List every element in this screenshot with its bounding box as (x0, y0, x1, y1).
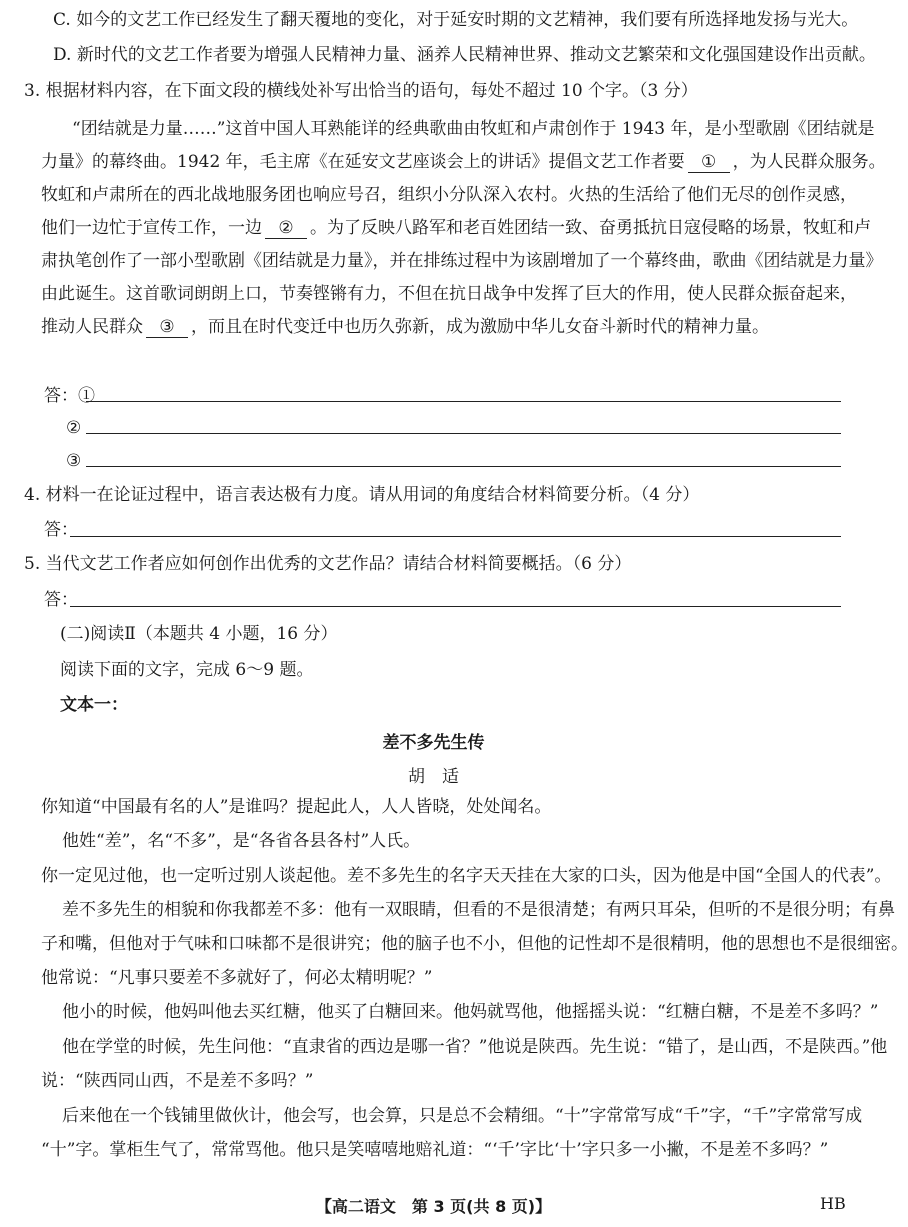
option-c: C. 如今的文艺工作已经发生了翻天覆地的变化，对于延安时期的文艺精神，我们要有所选择地发扬与光大。 (53, 10, 859, 30)
answer-mark-2: ② (66, 418, 82, 438)
article-paragraph: 你知道“中国最有名的人”是谁吗？提起此人，人人皆晓，处处闻名。 (41, 797, 552, 817)
answer-mark-3: ③ (66, 451, 82, 471)
fill-blank-1: ① (688, 152, 730, 173)
article-paragraph: 子和嘴，但他对于气味和口味都不是很讲究；他的脑子也不小，但他的记性却不是很精明，他的思想也不是很细密。 (41, 934, 908, 954)
q4-answer-row (44, 518, 78, 542)
reading-instruction: 阅读下面的文字，完成 6～9 题。 (60, 660, 314, 680)
paper-code: HB (820, 1194, 846, 1213)
article-title: 差不多先生传 (382, 733, 485, 753)
answer-line-3[interactable] (86, 466, 841, 467)
answer-mark-1: ① (78, 386, 95, 406)
q3-passage-line: 肃执笔创作了一部小型歌剧《团结就是力量》，并在排练过程中为该剧增加了一个幕终曲，歌曲《团结就是力量》 (41, 251, 883, 271)
q3-passage-line: 由此诞生。这首歌词朗朗上口，节奏铿锵有力，不但在抗日战争中发挥了巨大的作用，使人民群众振奋起来， (41, 284, 857, 304)
q3-text: 。为了反映八路军和老百姓团结一致、奋勇抵抗日寇侵略的场景，牧虹和卢 (310, 218, 871, 238)
article-paragraph: “十”字。掌柜生气了，常常骂他。他只是笑嘻嘻地赔礼道：“‘千’字比‘十’字只多一小撇，不是差不多吗？” (41, 1140, 829, 1160)
q3-passage-line (41, 315, 769, 339)
answer-line-1[interactable] (86, 401, 841, 402)
fill-blank-3: ③ (146, 317, 188, 338)
q4-answer-line[interactable] (70, 536, 841, 537)
q3-text: 他们一边忙于宣传工作，一边 (41, 218, 262, 238)
answer-line-2[interactable] (86, 433, 841, 434)
q3-passage-line (41, 150, 886, 174)
article-paragraph: 他常说：“凡事只要差不多就好了，何必太精明呢？” (41, 968, 433, 988)
article-paragraph: 说：“陕西同山西，不是差不多吗？” (41, 1071, 314, 1091)
text-one-label: 文本一： (60, 695, 128, 715)
q3-text: 推动人民群众 (41, 317, 143, 337)
fill-blank-2: ② (265, 218, 307, 239)
q3-passage-line (41, 216, 871, 240)
answer-row-1 (44, 384, 95, 408)
answer-row-3 (66, 449, 81, 473)
article-paragraph: 他姓“差”，名“不多”，是“各省各县各村”人氏。 (62, 831, 421, 851)
article-paragraph: 他小的时候，他妈叫他去买红糖，他买了白糖回来。他妈就骂他，他摇摇头说：“红糖白糖，不是差不多吗？” (62, 1002, 879, 1022)
q5-answer-line[interactable] (70, 606, 841, 607)
article-paragraph: 后来他在一个钱铺里做伙计，他会写，也会算，只是总不会精细。“十”字常常写成“千”字，“千”字常常写成 (62, 1106, 863, 1126)
question-4-prompt: 4. 材料一在论证过程中，语言表达极有力度。请从用词的角度结合材料简要分析。（4 分） (24, 485, 700, 505)
q3-passage-line: 牧虹和卢肃所在的西北战地服务团也响应号召，组织小分队深入农村。火热的生活给了他们无尽的创作灵感， (41, 185, 857, 205)
reading-section-heading: (二)阅读Ⅱ（本题共 4 小题，16 分） (60, 624, 338, 644)
question-3-prompt: 3. 根据材料内容，在下面文段的横线处补写出恰当的语句，每处不超过 10 个字。（3 分） (24, 81, 698, 101)
question-5-prompt: 5. 当代文艺工作者应如何创作出优秀的文艺作品？请结合材料简要概括。（6 分） (24, 554, 632, 574)
q3-text: ，而且在时代变迁中也历久弥新，成为激励中华儿女奋斗新时代的精神力量。 (191, 317, 769, 337)
option-d: D. 新时代的文艺工作者要为增强人民精神力量、涵养人民精神世界、推动文艺繁荣和文化强国建设作出贡献。 (53, 45, 876, 65)
q3-passage-line: “团结就是力量……”这首中国人耳熟能详的经典歌曲由牧虹和卢肃创作于 1943 年，是小型歌剧《团结就是 (72, 119, 875, 139)
article-paragraph: 你一定见过他，也一定听过别人谈起他。差不多先生的名字天天挂在大家的口头，因为他是中国“全国人的代表”。 (41, 866, 892, 886)
q5-answer-row (44, 588, 78, 612)
q3-text: ，为人民群众服务。 (732, 152, 886, 172)
answer-label: 答： (44, 386, 78, 406)
q3-text: 力量》的幕终曲。1942 年，毛主席《在延安文艺座谈会上的讲话》提倡文艺工作者要 (41, 152, 685, 172)
article-paragraph: 差不多先生的相貌和你我都差不多：他有一双眼睛，但看的不是很清楚；有两只耳朵，但听的不是很分明；有鼻 (62, 900, 895, 920)
page-footer: 【高二语文 第 3 页(共 8 页)】 (315, 1197, 552, 1216)
answer-label: 答： (44, 590, 78, 610)
answer-label: 答： (44, 520, 78, 540)
answer-row-2 (66, 416, 81, 440)
article-paragraph: 他在学堂的时候，先生问他：“直隶省的西边是哪一省？”他说是陕西。先生说：“错了，是山西，不是陕西。”他 (62, 1037, 888, 1057)
article-author: 胡 适 (408, 767, 459, 787)
